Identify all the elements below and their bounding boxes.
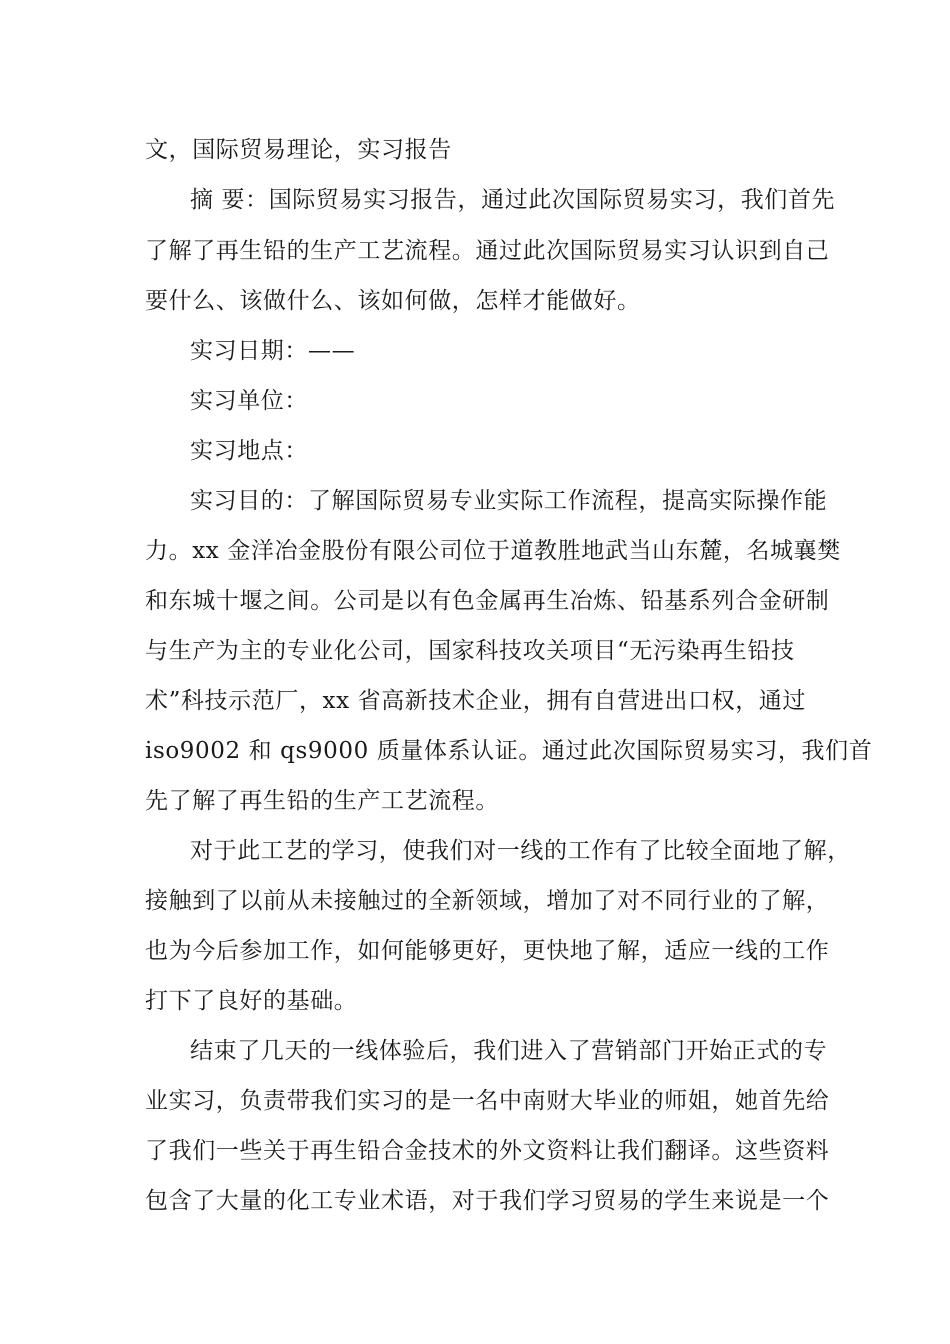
text-line: 文，国际贸易理论，实习报告	[145, 137, 452, 163]
internship-unit-line: 实习单位：	[190, 388, 308, 414]
internship-date-line: 实习日期：——	[190, 338, 356, 364]
internship-location-line: 实习地点：	[190, 438, 308, 464]
text-line: 打下了良好的基础。	[145, 988, 358, 1014]
text-line: 包含了大量的化工专业术语，对于我们学习贸易的学生来说是一个	[145, 1188, 830, 1214]
text-line: 和东城十堰之间。公司是以有色金属再生冶炼、铅基系列合金研制	[145, 588, 830, 614]
text-line: 也为今后参加工作，如何能够更好，更快地了解，适应一线的工作	[145, 938, 830, 964]
text-line: 力。xx 金洋冶金股份有限公司位于道教胜地武当山东麓，名城襄樊	[145, 538, 841, 564]
text-line: 了解了再生铅的生产工艺流程。通过此次国际贸易实习认识到自己	[145, 238, 830, 264]
text-line: 业实习，负责带我们实习的是一名中南财大毕业的师姐，她首先给	[145, 1088, 830, 1114]
abstract-line: 摘 要：国际贸易实习报告，通过此次国际贸易实习，我们首先	[190, 187, 836, 213]
text-line: 了我们一些关于再生铅合金技术的外文资料让我们翻译。这些资料	[145, 1138, 830, 1164]
internship-purpose-line: 实习目的：了解国际贸易专业实际工作流程，提高实际操作能	[190, 488, 828, 514]
text-line: 接触到了以前从未接触过的全新领域，增加了对不同行业的了解，	[145, 888, 830, 914]
text-line: 先了解了再生铅的生产工艺流程。	[145, 788, 499, 814]
text-line: 术”科技示范厂，xx 省高新技术企业，拥有自营进出口权，通过	[145, 688, 807, 714]
text-line: 与生产为主的专业化公司，国家科技攻关项目“无污染再生铅技	[145, 638, 795, 664]
text-line: 要什么、该做什么、该如何做，怎样才能做好。	[145, 288, 641, 314]
paragraph-start-line: 结束了几天的一线体验后，我们进入了营销部门开始正式的专	[190, 1038, 828, 1064]
text-line: iso9002 和 qs9000 质量体系认证。通过此次国际贸易实习，我们首	[145, 738, 873, 764]
paragraph-start-line: 对于此工艺的学习，使我们对一线的工作有了比较全面地了解，	[190, 838, 851, 864]
